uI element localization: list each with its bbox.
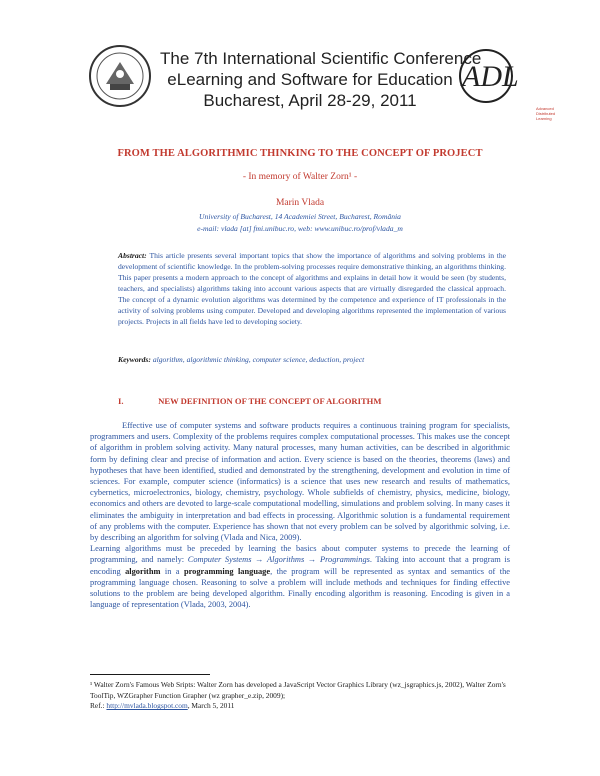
keywords-label: Keywords:: [118, 355, 151, 364]
footnote-ref-date: , March 5, 2011: [187, 701, 235, 711]
abstract-label: Abstract: [118, 251, 145, 260]
footnote-rule: [90, 674, 210, 675]
section-number: I.: [118, 396, 124, 406]
adl-logo-caption: Advanced Distributed Learning: [536, 106, 556, 121]
paragraph-2-part-d: , the program will be represented as syntax and semantics of the programming language chosen. Reasoning to solve a problem will include methods and techniques for finding effective solutions to the problem are being developed algorithm. Finally encoding algorithm is reasoning. Encoding is given in a language of representation (Vlada, 2003, 2004).: [90, 566, 510, 610]
conference-header: [88, 42, 556, 121]
footnote-ref-label: Ref.:: [90, 701, 107, 711]
keywords-text: algorithm, algorithmic thinking, computer science, deduction, project: [152, 355, 365, 364]
footnote-text: ¹ Walter Zorn's Famous Web Sripts: Walter Zorn has developed a JavaScript Vector Graphics Library (wz_jsgraphics.js, 2002), Walter Zorn's ToolTip, WZGrapher Function Grapher (wz grapher_e.zip, 2009);: [90, 680, 506, 700]
keywords: [118, 355, 506, 364]
author-contact: e-mail: vlada [at] fmi.unibuc.ro, web: www.unibuc.ro/prof/vlada_m: [197, 224, 403, 233]
body-text: [90, 420, 510, 610]
dedication: - In memory of Walter Zorn¹ -: [242, 172, 358, 182]
paper-title: FROM THE ALGORITHMIC THINKING TO THE CONCEPT OF PROJECT: [117, 148, 483, 159]
footnote: [90, 680, 520, 712]
footnote-ref: [90, 701, 520, 712]
abstract: Abstract: This article presents several important topics that show the importance of algorithms and solving problems in the development of scientific knowledge. In the problem-solving processes require demonstrative thinking, an algorithms thinking. This paper presents a modern approach to the concept of algorithms and explains in detail how it would be seen (by students, teachers, and specialists) algorithms taking into account various aspects that are virtually disregarded the classical approach. The concept of a dynamic evolution algorithms was determined by the competence and experience of IT professionals in the activity of solving problems using computer. Developed and developing algorithms represented the implementation of various projects. Projects in all fields have led to developing society.: [118, 251, 507, 326]
paragraph-1: Effective use of computer systems and software products requires a continuous training program for specialists, programmers and users. Complexity of the problems requires complex computational processes. This makes use the concept of algorithm in problem solving activity. Many natural processes, many human activities, can be described in algorithmic form by defining clear and precise of information and action. Every science is based on the theories, theorems (laws) and hypotheses that have been identified, studied and demonstrated by the strengthening, development and evolution in time of sciences. For example, computer science (informatics) is a science that uses new research and results of mathematics, cybernetics, microelectronics, biology, chemistry, psychology. Whole subfields of chemistry, physics, medicine, biology, economics and others are devoted to large-scale computational modelling, simulations and problem solving. In many cases it eliminates the ambiguity in interpretation and bad effects in processing. Algorithmic solution is a fundamental requirement of any problems with the computer. Experience has shown that not every problem can be solved by algorithmic solving, i.e. by describing an algorithm for solving (Vlada and Nica, 2009).: [90, 421, 510, 543]
author-affiliation: University of Bucharest, 14 Academiei Street, Bucharest, România: [199, 212, 401, 221]
paragraph-2-part-c: in a: [160, 566, 184, 576]
conference-title-line1: The 7th International Scientific Conference: [160, 49, 482, 68]
conference-title-line3: Bucharest, April 28-29, 2011: [203, 91, 417, 110]
author-name: Marin Vlada: [275, 198, 325, 208]
conference-title: [160, 48, 482, 111]
conference-title-line2: eLearning and Software for Education: [167, 70, 453, 89]
section-heading: [118, 396, 381, 406]
svg-text:ADL: ADL: [462, 60, 519, 93]
abstract-text: This article presents several important topics that show the importance of algorithms and solving problems in the development of scientific knowledge. In the problem-solving processes require demonstrative thinking, an algorithms thinking. This paper presents a modern approach to the concept of algorithms and explains in detail how it would be seen (by students, teachers, and specialists) algorithms taking into account various aspects that are virtually disregarded the classical approach. The concept of a dynamic evolution algorithms was determined by the competence and experience of IT professionals in the activity of solving problems using computer. Developed and developing algorithms represented the implementation of various projects. Projects in all fields have led to developing society.: [118, 251, 507, 326]
paragraph-2-chain: Computer Systems → Algorithms → Programmings: [187, 555, 370, 565]
paragraph-2-bold-language: programming language: [183, 566, 271, 576]
adl-logo: [452, 44, 524, 114]
paragraph-2-part-a: Learning algorithms must be preceded by learning the basics about computer systems to precede the learning of programming, and namely:: [90, 544, 510, 565]
footnote-link[interactable]: http://mvlada.blogspot.com: [106, 701, 188, 711]
paragraph-2: [90, 543, 510, 610]
university-seal-logo: [88, 44, 152, 108]
section-title: NEW DEFINITION OF THE CONCEPT OF ALGORITHM: [158, 396, 382, 406]
paragraph-2-bold-algorithm: algorithm: [125, 566, 161, 576]
paragraph-2-part-b: . Taking into account that a program is encoding: [90, 555, 510, 576]
